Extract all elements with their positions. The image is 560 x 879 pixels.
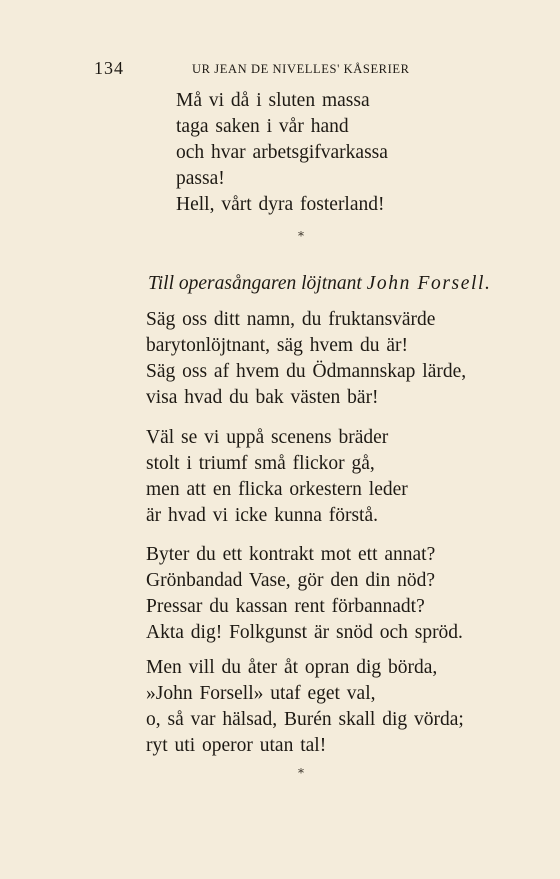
verse-line: passa!	[176, 168, 225, 189]
running-head	[0, 58, 560, 78]
stanza-2	[146, 425, 486, 529]
poem-title-prefix: Till operasångaren löjtnant	[148, 273, 362, 294]
asterisk-separator: *	[298, 229, 304, 243]
stanza-1	[146, 307, 486, 411]
verse-line: ryt uti operor utan tal!	[146, 735, 327, 756]
verse-line: Akta dig! Folkgunst är snöd och spröd.	[146, 622, 463, 643]
verse-line: Hell, vårt dyra fosterland!	[176, 194, 385, 215]
asterisk-separator: *	[298, 766, 304, 780]
poem-title	[148, 271, 491, 297]
first-stanza	[176, 88, 476, 218]
verse-line: visa hvad du bak västen bär!	[146, 387, 379, 408]
verse-line: Men vill du åter åt opran dig börda,	[146, 657, 438, 678]
verse-line: Grönbandad Vase, gör den din nöd?	[146, 570, 436, 591]
verse-line: Säg oss af hvem du Ödmannskap lärde,	[146, 361, 467, 382]
verse-line: Väl se vi uppå scenens bräder	[146, 427, 389, 448]
verse-line: är hvad vi icke kunna förstå.	[146, 505, 379, 526]
verse-line: o, så var hälsad, Burén skall dig vörda;	[146, 709, 464, 730]
stanza-4	[146, 655, 486, 759]
verse-line: Säg oss ditt namn, du fruktansvärde	[146, 309, 436, 330]
verse-line: och hvar arbetsgifvarkassa	[176, 142, 388, 163]
verse-line: Må vi då i sluten massa	[176, 90, 370, 111]
verse-line: stolt i triumf små flickor gå,	[146, 453, 375, 474]
stanza-3	[146, 542, 486, 646]
verse-line: Pressar du kassan rent förbannadt?	[146, 596, 425, 617]
running-title: UR JEAN DE NIVELLES' KÅSERIER	[192, 62, 410, 76]
verse-line: barytonlöjtnant, säg hvem du är!	[146, 335, 408, 356]
poem-title-name: John Forsell.	[366, 273, 492, 294]
verse-line: men att en flicka orkestern leder	[146, 479, 408, 500]
verse-line: taga saken i vår hand	[176, 116, 349, 137]
page-number: 134	[94, 58, 124, 78]
verse-line: Byter du ett kontrakt mot ett annat?	[146, 544, 436, 565]
verse-line: »John Forsell» utaf eget val,	[146, 683, 376, 704]
